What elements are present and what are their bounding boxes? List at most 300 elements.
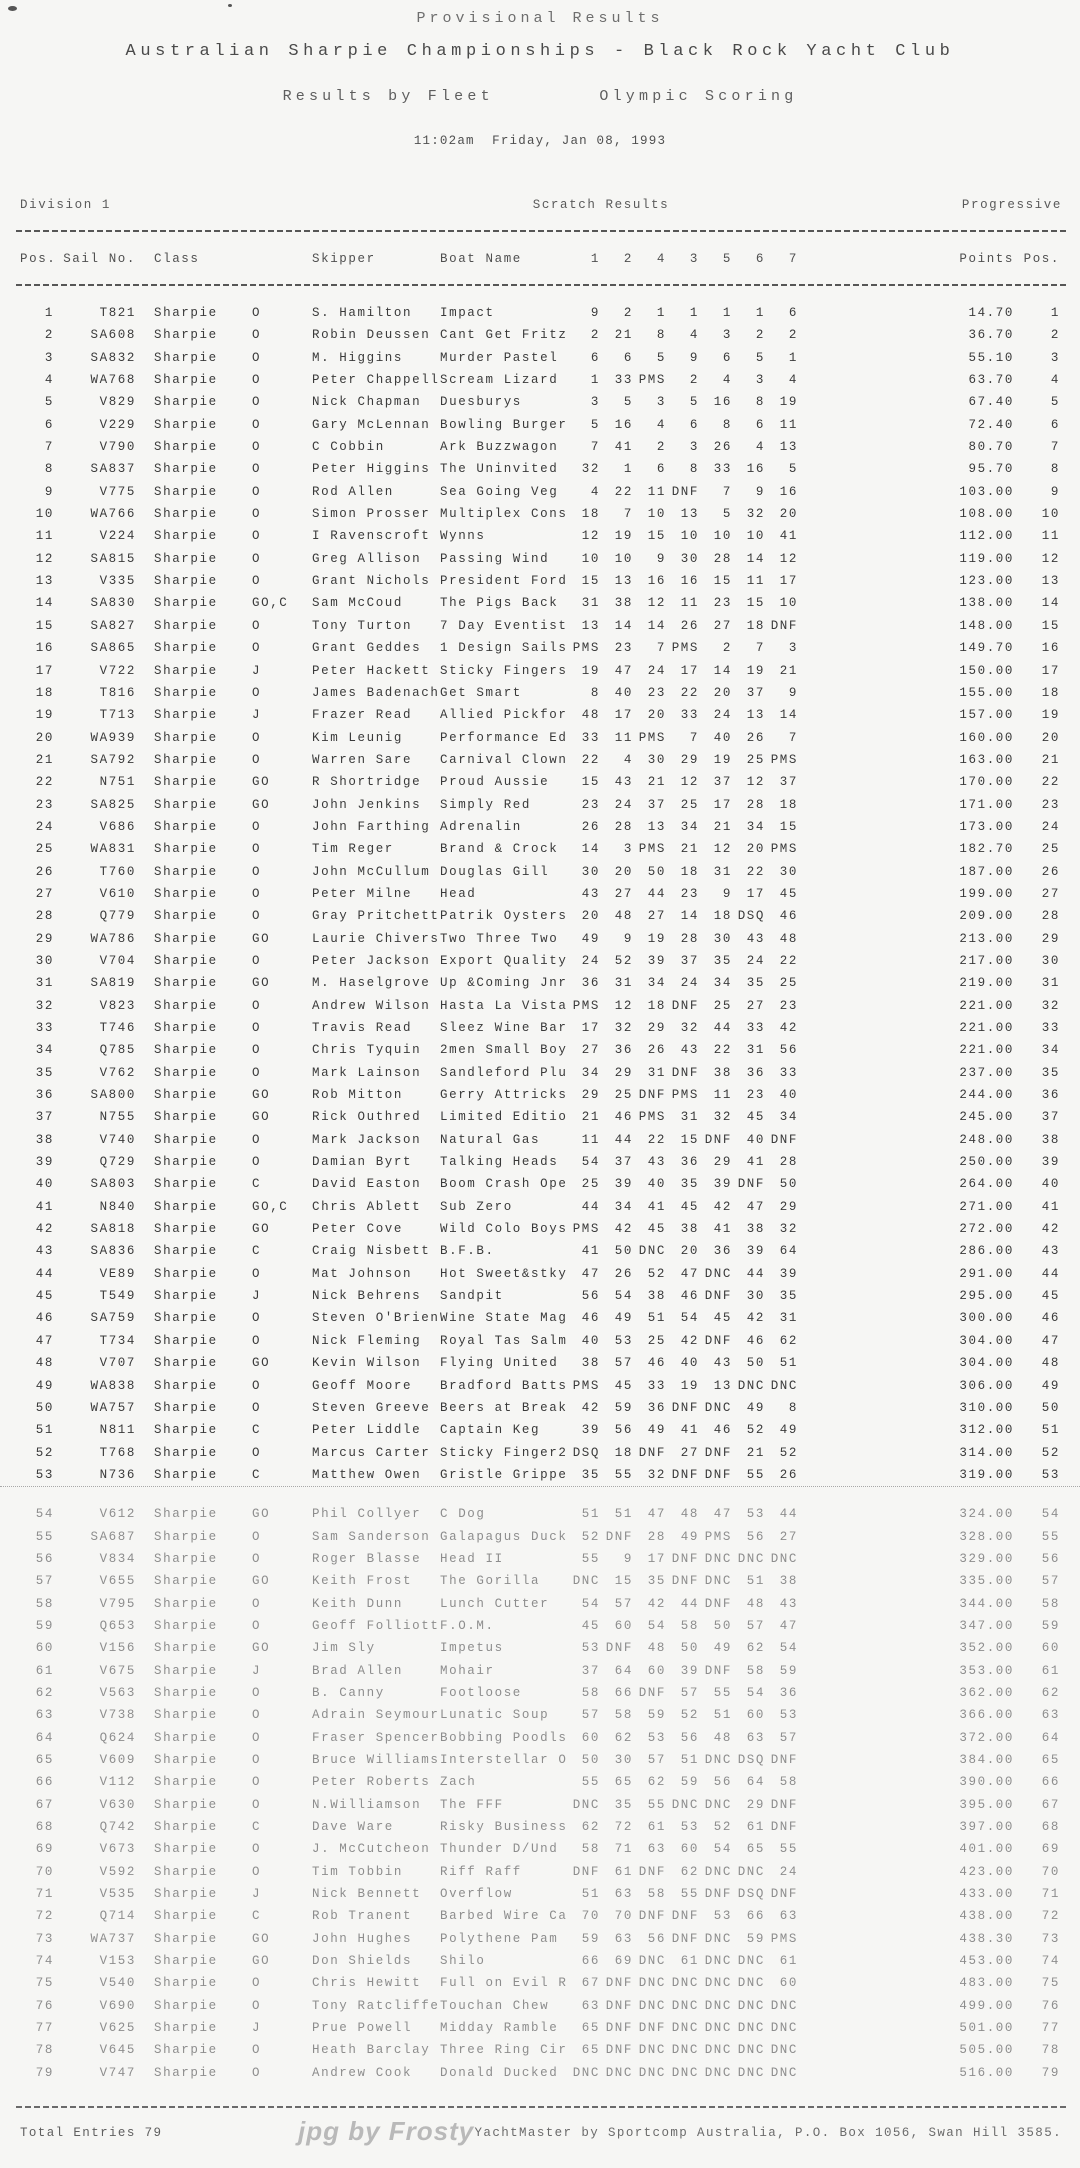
row-sail-no: N755 <box>99 1110 136 1125</box>
row-race-result: 12 <box>779 551 798 566</box>
row-race-result: 2 <box>755 328 765 343</box>
row-progressive-pos: 70 <box>1041 1864 1060 1879</box>
row-pos: 76 <box>35 1998 54 2013</box>
row-race-result: 35 <box>713 953 732 968</box>
row-race-result: 10 <box>647 507 666 522</box>
row-race-result: 21 <box>779 663 798 678</box>
table-row <box>0 1039 1080 1061</box>
row-points: 433.00 <box>959 1887 1014 1902</box>
row-progressive-pos: 36 <box>1041 1088 1060 1103</box>
table-row <box>0 1593 1080 1615</box>
row-sail-no: SA827 <box>90 618 136 633</box>
row-points: 286.00 <box>959 1244 1014 1259</box>
page-title: Provisional Results <box>416 10 664 27</box>
row-sail-no: T816 <box>99 685 136 700</box>
row-skipper: John McCullum <box>312 864 431 879</box>
row-points: 250.00 <box>959 1155 1014 1170</box>
row-race-result: 54 <box>647 1618 666 1633</box>
row-boat-name: The Gorilla <box>440 1574 541 1589</box>
row-race-result: 40 <box>746 1132 765 1147</box>
row-race-result: DNC <box>704 1864 732 1879</box>
row-division-class: O <box>252 1976 262 1991</box>
row-race-result: 16 <box>614 417 633 432</box>
row-boat-name: Polythene Pam <box>440 1931 559 1946</box>
row-race-result: 47 <box>581 1266 600 1281</box>
row-skipper: Nick Bennett <box>312 1887 422 1902</box>
row-race-result: 29 <box>647 1021 666 1035</box>
row-points: 182.70 <box>959 842 1014 857</box>
row-sail-no: V630 <box>99 1797 136 1812</box>
row-race-result: 8 <box>788 1400 798 1415</box>
table-row <box>0 1928 1080 1950</box>
row-sail-no: Q785 <box>99 1043 136 1058</box>
row-points: 217.00 <box>959 953 1014 968</box>
row-division-class: O <box>252 306 262 320</box>
row-race-result: 30 <box>779 864 798 879</box>
row-progressive-pos: 40 <box>1041 1177 1060 1192</box>
software-credit: YachtMaster by Sportcomp Australia, P.O. Box 1056, Swan Hill 3585. <box>474 2126 1062 2140</box>
row-pos: 34 <box>35 1043 54 1058</box>
row-race-result: 3 <box>656 395 666 410</box>
row-pos: 58 <box>35 1596 54 1611</box>
row-progressive-pos: 10 <box>1041 507 1060 522</box>
row-boat-name: The FFF <box>440 1797 504 1812</box>
row-race-result: 35 <box>581 1467 600 1482</box>
row-pos: 45 <box>35 1289 54 1304</box>
row-progressive-pos: 79 <box>1041 2065 1060 2080</box>
row-race-result: 12 <box>614 998 633 1013</box>
row-boat-name: Sticky Finger2 <box>440 1445 568 1460</box>
row-sail-no: V722 <box>99 663 136 678</box>
row-progressive-pos: 58 <box>1041 1596 1060 1611</box>
row-race-result: 5 <box>590 417 600 432</box>
row-race-result: 24 <box>581 953 600 968</box>
row-race-result: 46 <box>581 1311 600 1326</box>
table-row <box>0 1196 1080 1218</box>
row-race-result: 16 <box>713 395 732 410</box>
row-race-result: 26 <box>614 1266 633 1281</box>
row-skipper: Gary McLennan <box>312 417 431 432</box>
row-division-class: O <box>252 395 262 410</box>
row-class: Sharpie <box>154 1842 218 1857</box>
row-class: Sharpie <box>154 350 218 365</box>
row-points: 306.00 <box>959 1378 1014 1393</box>
row-pos: 64 <box>35 1730 54 1745</box>
row-class: Sharpie <box>154 306 218 320</box>
row-division-class: O <box>252 1864 262 1879</box>
row-class: Sharpie <box>154 1574 218 1589</box>
row-race-result: DNF <box>572 1864 600 1879</box>
row-division-class: GO <box>252 775 271 790</box>
row-race-result: 15 <box>779 819 798 834</box>
row-division-class: O <box>252 685 262 700</box>
row-race-result: 43 <box>779 1596 798 1611</box>
row-skipper: Simon Prosser <box>312 507 431 522</box>
row-sail-no: Q779 <box>99 909 136 924</box>
row-race-result: 33 <box>779 1065 798 1080</box>
row-race-result: 14 <box>779 708 798 723</box>
row-pos: 65 <box>35 1753 54 1767</box>
row-boat-name: Royal Tas Salm <box>440 1333 568 1348</box>
row-race-result: 5 <box>656 350 666 365</box>
row-pos: 18 <box>35 685 54 700</box>
row-points: 264.00 <box>959 1177 1014 1192</box>
row-sail-no: V612 <box>99 1507 136 1522</box>
row-pos: 13 <box>35 574 54 589</box>
row-race-result: 13 <box>614 574 633 589</box>
row-progressive-pos: 29 <box>1041 931 1060 946</box>
row-class: Sharpie <box>154 663 218 678</box>
row-race-result: 69 <box>614 1954 633 1969</box>
row-sail-no: V610 <box>99 886 136 901</box>
row-division-class: GO <box>252 1356 271 1371</box>
row-division-class: GO <box>252 976 271 991</box>
row-race-result: 34 <box>581 1065 600 1080</box>
row-sail-no: SA815 <box>90 551 136 566</box>
row-race-result: 54 <box>680 1311 699 1326</box>
row-race-result: 56 <box>713 1775 732 1790</box>
row-class: Sharpie <box>154 2065 218 2080</box>
row-race-result: 22 <box>581 752 600 767</box>
row-race-result: 40 <box>614 685 633 700</box>
row-race-result: 20 <box>614 864 633 879</box>
row-division-class: GO <box>252 1954 271 1969</box>
row-skipper: N.Williamson <box>312 1797 422 1812</box>
row-class: Sharpie <box>154 1155 218 1170</box>
row-points: 209.00 <box>959 909 1014 924</box>
table-row <box>0 1352 1080 1374</box>
row-division-class: GO <box>252 1931 271 1946</box>
row-race-result: 63 <box>746 1730 765 1745</box>
row-race-result: DNF <box>704 1333 732 1348</box>
row-class: Sharpie <box>154 730 218 745</box>
section-header <box>20 198 1062 212</box>
row-race-result: 29 <box>581 1088 600 1103</box>
row-race-result: 10 <box>581 551 600 566</box>
row-boat-name: Limited Editio <box>440 1110 568 1125</box>
row-skipper: Greg Allison <box>312 551 422 566</box>
row-race-result: 28 <box>647 1529 666 1544</box>
row-race-result: 7 <box>623 507 633 522</box>
row-sail-no: V704 <box>99 953 136 968</box>
row-race-result: DNF <box>671 998 699 1013</box>
row-race-result: DNF <box>605 1998 633 2013</box>
row-skipper: Dave Ware <box>312 1820 394 1835</box>
row-class: Sharpie <box>154 1820 218 1835</box>
row-boat-name: Gristle Grippe <box>440 1467 568 1482</box>
table-row <box>0 1905 1080 1927</box>
row-points: 310.00 <box>959 1400 1014 1415</box>
row-race-result: 62 <box>779 1333 798 1348</box>
row-race-result: 7 <box>722 484 732 499</box>
row-boat-name: Simply Red <box>440 797 532 812</box>
row-skipper: Andrew Cook <box>312 2065 413 2080</box>
row-race-result: 61 <box>779 1954 798 1969</box>
row-skipper: Mark Jackson <box>312 1132 422 1147</box>
row-race-result: 33 <box>713 462 732 477</box>
row-boat-name: Wild Colo Boys <box>440 1222 568 1237</box>
row-race-result: 56 <box>680 1730 699 1745</box>
row-class: Sharpie <box>154 1467 218 1482</box>
row-race-result: 49 <box>680 1529 699 1544</box>
row-skipper: Nick Fleming <box>312 1333 422 1348</box>
row-division-class: O <box>252 328 262 343</box>
row-skipper: Mat Johnson <box>312 1266 413 1281</box>
row-progressive-pos: 25 <box>1041 842 1060 857</box>
row-division-class: O <box>252 1708 262 1723</box>
row-skipper: John Jenkins <box>312 797 422 812</box>
row-pos: 14 <box>35 596 54 611</box>
row-pos: 78 <box>35 2043 54 2058</box>
row-race-result: 46 <box>614 1110 633 1125</box>
row-race-result: 57 <box>614 1596 633 1611</box>
row-race-result: DNF <box>605 1529 633 1544</box>
row-pos: 23 <box>35 797 54 812</box>
row-progressive-pos: 35 <box>1041 1065 1060 1080</box>
row-race-result: 11 <box>779 417 798 432</box>
row-race-result: 17 <box>746 886 765 901</box>
row-race-result: 36 <box>581 976 600 991</box>
row-race-result: 37 <box>614 1155 633 1170</box>
row-race-result: 21 <box>647 775 666 790</box>
row-race-result: 61 <box>680 1954 699 1969</box>
row-race-result: 35 <box>779 1289 798 1304</box>
row-boat-name: Captain Keg <box>440 1423 541 1438</box>
row-class: Sharpie <box>154 1551 218 1566</box>
row-points: 221.00 <box>959 1021 1014 1035</box>
row-points: 80.70 <box>968 440 1014 455</box>
row-race-result: 5 <box>788 462 798 477</box>
table-row <box>0 1682 1080 1704</box>
row-race-result: 43 <box>581 886 600 901</box>
row-points: 187.00 <box>959 864 1014 879</box>
row-race-result: DNC <box>770 1998 798 2013</box>
row-sail-no: WA737 <box>90 1931 136 1946</box>
row-skipper: Chris Ablett <box>312 1199 422 1214</box>
table-row <box>0 727 1080 749</box>
row-race-result: 30 <box>614 1753 633 1767</box>
row-class: Sharpie <box>154 1730 218 1745</box>
row-boat-name: Ark Buzzwagon <box>440 440 559 455</box>
row-sail-no: SA865 <box>90 641 136 656</box>
row-race-result: 59 <box>647 1708 666 1723</box>
row-race-result: DNF <box>638 1685 666 1700</box>
row-race-result: 8 <box>590 685 600 700</box>
row-points: 138.00 <box>959 596 1014 611</box>
row-class: Sharpie <box>154 685 218 700</box>
row-class: Sharpie <box>154 797 218 812</box>
row-progressive-pos: 57 <box>1041 1574 1060 1589</box>
row-skipper: Steven O'Brien <box>312 1311 440 1326</box>
row-sail-no: V823 <box>99 998 136 1013</box>
row-race-result: PMS <box>638 1110 666 1125</box>
row-race-result: 41 <box>614 440 633 455</box>
row-race-result: 27 <box>713 618 732 633</box>
row-race-result: 38 <box>779 1574 798 1589</box>
table-row <box>0 481 1080 503</box>
row-pos: 24 <box>35 819 54 834</box>
row-race-result: 47 <box>680 1266 699 1281</box>
row-division-class: C <box>252 1177 262 1192</box>
table-row <box>0 1017 1080 1039</box>
row-division-class: O <box>252 819 262 834</box>
row-pos: 48 <box>35 1356 54 1371</box>
row-race-result: 2 <box>590 328 600 343</box>
row-race-result: 3 <box>788 641 798 656</box>
row-race-result: 17 <box>779 574 798 589</box>
row-points: 314.00 <box>959 1445 1014 1460</box>
row-race-result: 54 <box>779 1641 798 1656</box>
row-race-result: 42 <box>746 1311 765 1326</box>
table-row <box>0 1084 1080 1106</box>
row-progressive-pos: 62 <box>1041 1685 1060 1700</box>
row-skipper: Warren Sare <box>312 752 413 767</box>
table-row <box>0 1749 1080 1771</box>
division-label: Division 1 <box>20 198 112 212</box>
row-race-result: 57 <box>779 1730 798 1745</box>
row-race-result: 58 <box>614 1708 633 1723</box>
row-race-result: PMS <box>638 730 666 745</box>
row-division-class: C <box>252 1909 262 1924</box>
row-boat-name: Get Smart <box>440 685 522 700</box>
row-race-result: 55 <box>680 1887 699 1902</box>
row-skipper: Peter Higgins <box>312 462 431 477</box>
row-skipper: Rod Allen <box>312 484 394 499</box>
row-progressive-pos: 48 <box>1041 1356 1060 1371</box>
row-boat-name: Wine State Mag <box>440 1311 568 1326</box>
row-race-result: 35 <box>614 1797 633 1812</box>
row-division-class: J <box>252 1289 262 1304</box>
row-race-result: 9 <box>689 350 699 365</box>
row-progressive-pos: 64 <box>1041 1730 1060 1745</box>
row-skipper: Chris Hewitt <box>312 1976 422 1991</box>
row-pos: 54 <box>35 1507 54 1522</box>
row-boat-name: The Pigs Back <box>440 596 559 611</box>
row-class: Sharpie <box>154 775 218 790</box>
row-progressive-pos: 51 <box>1041 1423 1060 1438</box>
row-race-result: DNC <box>737 1954 765 1969</box>
table-row <box>0 1838 1080 1860</box>
row-sail-no: SA836 <box>90 1244 136 1259</box>
table-row <box>0 302 1080 324</box>
row-race-result: DNC <box>671 1998 699 2013</box>
row-pos: 51 <box>35 1423 54 1438</box>
row-race-result: 30 <box>680 551 699 566</box>
row-race-result: 23 <box>614 641 633 656</box>
row-race-result: 53 <box>779 1708 798 1723</box>
row-race-result: 62 <box>581 1820 600 1835</box>
row-division-class: O <box>252 1842 262 1857</box>
row-race-result: 30 <box>581 864 600 879</box>
row-race-result: 18 <box>581 507 600 522</box>
table-row <box>0 1419 1080 1441</box>
row-race-result: 57 <box>614 1356 633 1371</box>
row-progressive-pos: 68 <box>1041 1820 1060 1835</box>
row-race-result: 4 <box>689 328 699 343</box>
row-skipper: Laurie Chivers <box>312 931 440 946</box>
row-pos: 52 <box>35 1445 54 1460</box>
row-race-result: 3 <box>722 328 732 343</box>
row-points: 119.00 <box>959 551 1014 566</box>
row-points: 149.70 <box>959 641 1014 656</box>
table-row <box>0 1615 1080 1637</box>
row-sail-no: WA838 <box>90 1378 136 1393</box>
row-race-result: 38 <box>680 1222 699 1237</box>
table-row <box>0 1173 1080 1195</box>
row-pos: 1 <box>44 306 54 320</box>
row-race-result: 15 <box>647 529 666 544</box>
row-race-result: 12 <box>746 775 765 790</box>
row-race-result: 57 <box>746 1618 765 1633</box>
row-race-result: DNF <box>671 484 699 499</box>
row-race-result: 27 <box>581 1043 600 1058</box>
row-race-result: 53 <box>581 1641 600 1656</box>
row-race-result: 11 <box>647 484 666 499</box>
row-progressive-pos: 5 <box>1050 395 1060 410</box>
row-progressive-pos: 8 <box>1050 462 1060 477</box>
row-progressive-pos: 45 <box>1041 1289 1060 1304</box>
row-race-result: DNF <box>704 1887 732 1902</box>
row-pos: 56 <box>35 1551 54 1566</box>
row-race-result: DNC <box>638 1976 666 1991</box>
row-class: Sharpie <box>154 1021 218 1035</box>
row-skipper: Tony Turton <box>312 618 413 633</box>
row-race-result: 11 <box>680 596 699 611</box>
row-race-result: 8 <box>689 462 699 477</box>
row-race-result: PMS <box>770 752 798 767</box>
row-race-result: DNC <box>704 1551 732 1566</box>
row-points: 438.00 <box>959 1909 1014 1924</box>
row-race-result: 37 <box>779 775 798 790</box>
row-race-result: 29 <box>680 752 699 767</box>
row-race-result: 41 <box>713 1222 732 1237</box>
row-race-result: 9 <box>623 931 633 946</box>
row-race-result: 31 <box>647 1065 666 1080</box>
row-progressive-pos: 66 <box>1041 1775 1060 1790</box>
table-row <box>0 1861 1080 1883</box>
row-pos: 79 <box>35 2065 54 2080</box>
row-class: Sharpie <box>154 1529 218 1544</box>
row-pos: 4 <box>44 373 54 388</box>
row-pos: 46 <box>35 1311 54 1326</box>
row-boat-name: Touchan Chew <box>440 1998 550 2013</box>
row-skipper: John Hughes <box>312 1931 413 1946</box>
table-row <box>0 1106 1080 1128</box>
row-points: 453.00 <box>959 1954 1014 1969</box>
row-pos: 38 <box>35 1132 54 1147</box>
row-race-result: 60 <box>680 1842 699 1857</box>
row-sail-no: V645 <box>99 2043 136 2058</box>
row-race-result: 57 <box>647 1753 666 1767</box>
row-race-result: 21 <box>581 1110 600 1125</box>
row-race-result: 27 <box>680 1445 699 1460</box>
row-points: 372.00 <box>959 1730 1014 1745</box>
row-skipper: C Cobbin <box>312 440 385 455</box>
row-race-result: 6 <box>788 306 798 320</box>
col-race-6: 6 <box>755 252 765 266</box>
row-race-result: PMS <box>770 1931 798 1946</box>
row-pos: 77 <box>35 2021 54 2036</box>
row-race-result: 17 <box>581 1021 600 1035</box>
row-boat-name: Full on Evil R <box>440 1976 568 1991</box>
row-boat-name: Boom Crash Ope <box>440 1177 568 1192</box>
col-class: Class <box>154 252 200 266</box>
row-progressive-pos: 38 <box>1041 1132 1060 1147</box>
row-points: 516.00 <box>959 2065 1014 2080</box>
row-race-result: DNC <box>671 1976 699 1991</box>
table-row <box>0 883 1080 905</box>
row-division-class: O <box>252 730 262 745</box>
